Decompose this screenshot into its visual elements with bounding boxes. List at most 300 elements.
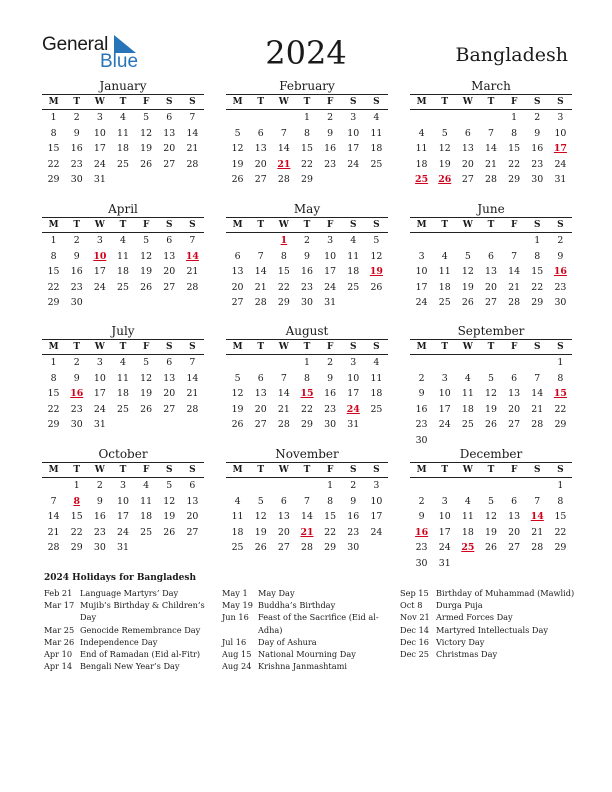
day-cell: 19 xyxy=(231,158,244,170)
day-cell: 20 xyxy=(163,388,176,399)
day-cell: 13 xyxy=(163,250,176,262)
day-cell: 4 xyxy=(373,112,380,123)
day-cell: 12 xyxy=(485,388,497,399)
day-cell: 2 xyxy=(327,357,334,368)
day-cell: 1 xyxy=(534,235,541,246)
day-cell: 2 xyxy=(418,495,425,507)
holiday-day-cell: 10 xyxy=(93,250,107,262)
holiday-date: Feb 21 xyxy=(44,588,73,598)
day-cell: 5 xyxy=(373,235,380,246)
month-title: March xyxy=(471,79,511,93)
day-cell: 10 xyxy=(93,372,106,384)
weekday-header: T xyxy=(65,339,88,355)
empty-day-cell xyxy=(226,355,249,371)
weekday-header: M xyxy=(42,339,65,355)
month-grid xyxy=(42,217,204,311)
day-cell: 8 xyxy=(50,372,57,384)
day-cell: 3 xyxy=(441,495,448,507)
weekday-header: S xyxy=(342,94,365,110)
day-cell: 4 xyxy=(120,357,126,368)
day-cell: 4 xyxy=(373,357,380,368)
day-cell: 4 xyxy=(464,495,471,507)
calendar-country: Bangladesh xyxy=(455,44,568,66)
day-cell: 25 xyxy=(370,403,383,415)
day-cell: 12 xyxy=(485,511,497,522)
weekday-header: S xyxy=(181,339,204,355)
weekday-header: S xyxy=(526,94,549,110)
holiday-date: Apr 10 xyxy=(44,649,73,660)
holiday-date: Apr 14 xyxy=(44,661,73,672)
day-cell: 5 xyxy=(441,127,448,139)
month-july xyxy=(42,324,204,433)
day-cell: 13 xyxy=(485,266,497,277)
month-april xyxy=(42,202,204,311)
weekday-header: W xyxy=(456,217,479,233)
day-cell: 9 xyxy=(350,495,357,507)
day-cell: 23 xyxy=(70,403,83,415)
weekday-header: M xyxy=(42,94,65,110)
day-cell: 23 xyxy=(324,158,337,170)
empty-day-cell xyxy=(226,478,249,494)
holiday-entry xyxy=(400,599,580,611)
day-cell: 15 xyxy=(277,266,290,277)
month-grid xyxy=(42,339,204,433)
day-cell: 29 xyxy=(554,419,567,430)
day-cell: 20 xyxy=(508,403,521,415)
day-cell: 4 xyxy=(441,250,448,262)
empty-day-cell xyxy=(272,478,295,494)
day-cell: 11 xyxy=(117,250,129,262)
holiday-entry xyxy=(44,599,214,623)
holiday-name: Victory Day xyxy=(436,636,485,647)
holiday-date: Nov 21 xyxy=(400,612,430,623)
day-cell: 19 xyxy=(231,403,244,415)
empty-day-cell xyxy=(410,478,433,494)
weekday-header: S xyxy=(365,339,388,355)
day-cell: 23 xyxy=(70,158,83,170)
day-cell: 27 xyxy=(485,297,497,308)
month-title: April xyxy=(108,202,138,216)
day-cell: 28 xyxy=(531,542,544,553)
day-cell: 30 xyxy=(531,174,544,185)
day-cell: 29 xyxy=(47,419,60,430)
holiday-date: Jul 16 xyxy=(222,636,247,647)
day-cell: 9 xyxy=(418,388,425,399)
day-cell: 26 xyxy=(231,419,244,430)
weekday-header: T xyxy=(479,94,502,110)
weekday-header: S xyxy=(549,94,572,110)
day-cell: 4 xyxy=(234,495,241,507)
holiday-column xyxy=(400,587,580,660)
day-cell: 6 xyxy=(257,127,264,139)
holiday-name: Language Martyrs’ Day xyxy=(80,588,179,598)
month-grid xyxy=(226,339,388,433)
day-cell: 12 xyxy=(438,143,451,154)
day-cell: 5 xyxy=(488,372,494,384)
day-cell: 5 xyxy=(488,495,494,507)
day-cell: 25 xyxy=(438,297,451,308)
day-cell: 24 xyxy=(93,158,106,170)
day-cell: 22 xyxy=(531,281,544,293)
day-cell: 13 xyxy=(508,511,521,522)
day-cell: 14 xyxy=(47,511,60,522)
holiday-entry xyxy=(222,599,392,611)
day-cell: 20 xyxy=(163,143,176,154)
day-cell: 11 xyxy=(117,127,129,139)
day-cell: 28 xyxy=(277,419,290,430)
day-cell: 16 xyxy=(347,511,360,522)
holiday-entry xyxy=(400,587,580,599)
day-cell: 23 xyxy=(347,526,360,538)
day-cell: 21 xyxy=(186,143,199,154)
month-grid xyxy=(226,462,388,556)
empty-day-cell xyxy=(249,233,272,249)
weekday-header: W xyxy=(456,462,479,478)
day-cell: 24 xyxy=(347,158,360,170)
day-cell: 30 xyxy=(347,542,360,553)
day-cell: 15 xyxy=(47,143,60,154)
holiday-entry xyxy=(222,648,392,660)
month-grid xyxy=(410,339,572,448)
day-cell: 24 xyxy=(93,403,106,415)
day-cell: 30 xyxy=(70,297,83,308)
holiday-date: Dec 16 xyxy=(400,636,430,647)
day-cell: 22 xyxy=(301,403,313,415)
day-cell: 22 xyxy=(301,158,313,170)
weekday-header: T xyxy=(433,462,456,478)
weekday-header: F xyxy=(319,94,342,110)
day-cell: 25 xyxy=(117,403,129,415)
day-cell: 17 xyxy=(117,511,129,522)
weekday-header: W xyxy=(88,217,111,233)
day-cell: 31 xyxy=(93,174,106,185)
day-cell: 3 xyxy=(96,112,103,123)
day-cell: 27 xyxy=(163,403,176,415)
weekday-header: F xyxy=(135,217,158,233)
holiday-entry xyxy=(222,636,392,648)
day-cell: 14 xyxy=(186,127,199,139)
day-cell: 15 xyxy=(301,143,313,154)
holiday-day-cell: 19 xyxy=(369,266,383,277)
holiday-name: Buddha’s Birthday xyxy=(258,600,336,611)
empty-day-cell xyxy=(410,110,433,126)
day-cell: 18 xyxy=(117,143,129,154)
weekday-header: T xyxy=(479,217,502,233)
empty-day-cell xyxy=(479,478,502,494)
holiday-name: End of Ramadan (Eid al-Fitr) xyxy=(80,649,201,660)
weekday-header: W xyxy=(272,462,295,478)
weekday-header: S xyxy=(365,94,388,110)
day-cell: 25 xyxy=(461,419,474,430)
holiday-day-cell: 25 xyxy=(415,174,429,185)
day-cell: 30 xyxy=(554,297,567,308)
day-cell: 3 xyxy=(350,112,357,123)
day-cell: 3 xyxy=(441,372,448,384)
empty-day-cell xyxy=(295,478,318,494)
month-february xyxy=(226,79,388,188)
weekday-header: F xyxy=(319,339,342,355)
day-cell: 27 xyxy=(163,281,176,293)
day-cell: 31 xyxy=(93,419,106,430)
day-cell: 13 xyxy=(461,143,474,154)
day-cell: 16 xyxy=(70,266,83,277)
weekday-header: T xyxy=(249,462,272,478)
month-grid xyxy=(410,94,572,188)
day-cell: 18 xyxy=(415,158,428,170)
empty-day-cell xyxy=(479,110,502,126)
day-cell: 22 xyxy=(324,526,337,538)
day-cell: 25 xyxy=(117,158,129,170)
weekday-header: W xyxy=(88,94,111,110)
day-cell: 21 xyxy=(531,403,544,415)
day-cell: 13 xyxy=(254,143,267,154)
day-cell: 25 xyxy=(347,281,360,293)
weekday-header: S xyxy=(181,94,204,110)
month-december xyxy=(410,447,572,571)
day-cell: 3 xyxy=(350,357,357,368)
day-cell: 4 xyxy=(464,372,471,384)
weekday-header: S xyxy=(549,462,572,478)
day-cell: 14 xyxy=(277,388,290,399)
weekday-header: F xyxy=(319,217,342,233)
day-cell: 29 xyxy=(531,297,544,308)
day-cell: 8 xyxy=(304,127,310,139)
weekday-header: S xyxy=(342,462,365,478)
day-cell: 25 xyxy=(231,542,244,553)
empty-day-cell xyxy=(433,355,456,371)
day-cell: 6 xyxy=(189,480,196,491)
empty-day-cell xyxy=(410,355,433,371)
day-cell: 10 xyxy=(347,127,360,139)
weekday-header: S xyxy=(549,339,572,355)
day-cell: 10 xyxy=(370,495,383,507)
weekday-header: W xyxy=(456,94,479,110)
day-cell: 28 xyxy=(47,542,60,553)
holiday-day-cell: 24 xyxy=(346,403,360,415)
day-cell: 23 xyxy=(415,419,428,430)
day-cell: 1 xyxy=(73,480,80,491)
month-title: May xyxy=(293,202,321,216)
day-cell: 6 xyxy=(166,357,173,368)
weekday-header: F xyxy=(503,94,526,110)
month-august xyxy=(226,324,388,433)
weekday-header: F xyxy=(135,94,158,110)
weekday-header: S xyxy=(181,217,204,233)
weekday-header: T xyxy=(295,339,318,355)
day-cell: 19 xyxy=(485,403,497,415)
day-cell: 19 xyxy=(485,526,497,538)
day-cell: 3 xyxy=(418,250,425,262)
day-cell: 19 xyxy=(140,388,153,399)
day-cell: 2 xyxy=(557,235,564,246)
day-cell: 17 xyxy=(415,281,428,293)
weekday-header: M xyxy=(42,462,65,478)
day-cell: 22 xyxy=(554,526,567,538)
weekday-header: W xyxy=(272,339,295,355)
holiday-date: Mar 25 xyxy=(44,624,75,635)
holiday-entry xyxy=(44,587,214,599)
day-cell: 6 xyxy=(511,372,518,384)
empty-day-cell xyxy=(479,355,502,371)
weekday-header: S xyxy=(365,462,388,478)
day-cell: 20 xyxy=(508,526,521,538)
day-cell: 8 xyxy=(327,495,334,507)
day-cell: 20 xyxy=(254,403,267,415)
day-cell: 6 xyxy=(166,235,173,246)
holiday-name: Krishna Janmashtami xyxy=(258,661,347,672)
day-cell: 30 xyxy=(324,419,337,430)
weekday-header: M xyxy=(226,94,249,110)
day-cell: 12 xyxy=(140,250,153,262)
month-grid xyxy=(410,217,572,311)
holiday-date: Mar 26 xyxy=(44,636,75,647)
holiday-name: Feast of the Sacrifice (Eid al-Adha) xyxy=(258,612,379,635)
day-cell: 5 xyxy=(464,250,471,262)
day-cell: 18 xyxy=(461,526,474,538)
empty-day-cell xyxy=(249,110,272,126)
holiday-date: Dec 25 xyxy=(400,649,430,660)
day-cell: 11 xyxy=(347,250,360,262)
weekday-header: F xyxy=(503,217,526,233)
day-cell: 24 xyxy=(438,419,451,430)
holiday-entry xyxy=(400,648,580,660)
day-cell: 14 xyxy=(301,511,313,522)
holiday-day-cell: 14 xyxy=(185,250,199,262)
holiday-date: Aug 15 xyxy=(222,649,252,660)
weekday-header: T xyxy=(249,339,272,355)
day-cell: 25 xyxy=(117,281,129,293)
holiday-name: Bengali New Year’s Day xyxy=(80,661,180,672)
day-cell: 17 xyxy=(370,511,383,522)
day-cell: 20 xyxy=(461,158,474,170)
holiday-name: Christmas Day xyxy=(436,649,498,660)
day-cell: 8 xyxy=(304,372,310,384)
empty-day-cell xyxy=(433,233,456,249)
day-cell: 17 xyxy=(438,403,451,415)
holiday-day-cell: 16 xyxy=(553,266,567,277)
weekday-header: F xyxy=(319,462,342,478)
day-cell: 27 xyxy=(508,542,521,553)
weekday-header: T xyxy=(433,217,456,233)
holiday-date: Dec 14 xyxy=(400,624,430,635)
day-cell: 3 xyxy=(120,480,126,491)
empty-day-cell xyxy=(433,478,456,494)
day-cell: 16 xyxy=(301,266,313,277)
day-cell: 7 xyxy=(189,357,196,368)
month-grid xyxy=(42,94,204,188)
weekday-header: F xyxy=(135,339,158,355)
weekday-header: W xyxy=(456,339,479,355)
weekday-header: S xyxy=(526,217,549,233)
day-cell: 22 xyxy=(70,526,83,538)
day-cell: 30 xyxy=(70,419,83,430)
day-cell: 18 xyxy=(370,143,383,154)
weekday-header: M xyxy=(42,217,65,233)
day-cell: 13 xyxy=(277,511,290,522)
day-cell: 12 xyxy=(231,388,244,399)
day-cell: 8 xyxy=(511,127,518,139)
day-cell: 21 xyxy=(186,388,199,399)
day-cell: 16 xyxy=(93,511,106,522)
day-cell: 18 xyxy=(231,526,244,538)
day-cell: 30 xyxy=(415,557,428,569)
empty-day-cell xyxy=(479,233,502,249)
holiday-entry xyxy=(44,624,214,636)
day-cell: 24 xyxy=(370,526,383,538)
day-cell: 9 xyxy=(96,495,103,507)
weekday-header: T xyxy=(111,94,134,110)
holiday-entry xyxy=(44,636,214,648)
day-cell: 20 xyxy=(186,511,199,522)
day-cell: 26 xyxy=(140,281,153,293)
day-cell: 31 xyxy=(554,174,567,185)
weekday-header: T xyxy=(65,217,88,233)
weekday-header: M xyxy=(226,339,249,355)
day-cell: 8 xyxy=(50,250,57,262)
day-cell: 29 xyxy=(324,542,337,553)
empty-day-cell xyxy=(456,110,479,126)
day-cell: 26 xyxy=(140,158,153,170)
weekday-header: M xyxy=(410,462,433,478)
day-cell: 15 xyxy=(47,266,60,277)
empty-day-cell xyxy=(42,478,65,494)
day-cell: 14 xyxy=(186,372,199,384)
day-cell: 28 xyxy=(531,419,544,430)
day-cell: 1 xyxy=(557,357,564,368)
day-cell: 20 xyxy=(254,158,267,170)
day-cell: 12 xyxy=(140,372,153,384)
day-cell: 27 xyxy=(277,542,290,553)
day-cell: 4 xyxy=(418,127,425,139)
day-cell: 6 xyxy=(280,495,287,507)
weekday-header: T xyxy=(249,94,272,110)
day-cell: 12 xyxy=(140,127,153,139)
day-cell: 21 xyxy=(186,266,199,277)
day-cell: 28 xyxy=(508,297,521,308)
weekday-header: T xyxy=(65,94,88,110)
empty-day-cell xyxy=(456,233,479,249)
day-cell: 26 xyxy=(485,542,497,553)
holiday-entry xyxy=(400,611,580,623)
weekday-header: T xyxy=(295,462,318,478)
day-cell: 28 xyxy=(301,542,313,553)
empty-day-cell xyxy=(226,233,249,249)
day-cell: 16 xyxy=(531,143,544,154)
day-cell: 24 xyxy=(438,542,451,553)
holiday-name: Day of Ashura xyxy=(258,636,317,647)
day-cell: 21 xyxy=(47,526,60,538)
holiday-name: National Mourning Day xyxy=(258,649,356,660)
holiday-day-cell: 15 xyxy=(300,388,314,399)
day-cell: 23 xyxy=(301,281,313,293)
month-title: July xyxy=(111,324,135,338)
day-cell: 21 xyxy=(531,526,544,538)
holiday-entry xyxy=(400,624,580,636)
day-cell: 18 xyxy=(461,403,474,415)
day-cell: 10 xyxy=(93,127,106,139)
day-cell: 31 xyxy=(347,419,360,430)
day-cell: 15 xyxy=(508,143,521,154)
day-cell: 16 xyxy=(415,403,428,415)
day-cell: 18 xyxy=(370,388,383,399)
day-cell: 9 xyxy=(73,127,80,139)
weekday-header: T xyxy=(65,462,88,478)
day-cell: 26 xyxy=(254,542,267,553)
day-cell: 17 xyxy=(347,143,360,154)
day-cell: 9 xyxy=(73,372,80,384)
day-cell: 1 xyxy=(50,112,57,123)
day-cell: 19 xyxy=(163,511,176,522)
